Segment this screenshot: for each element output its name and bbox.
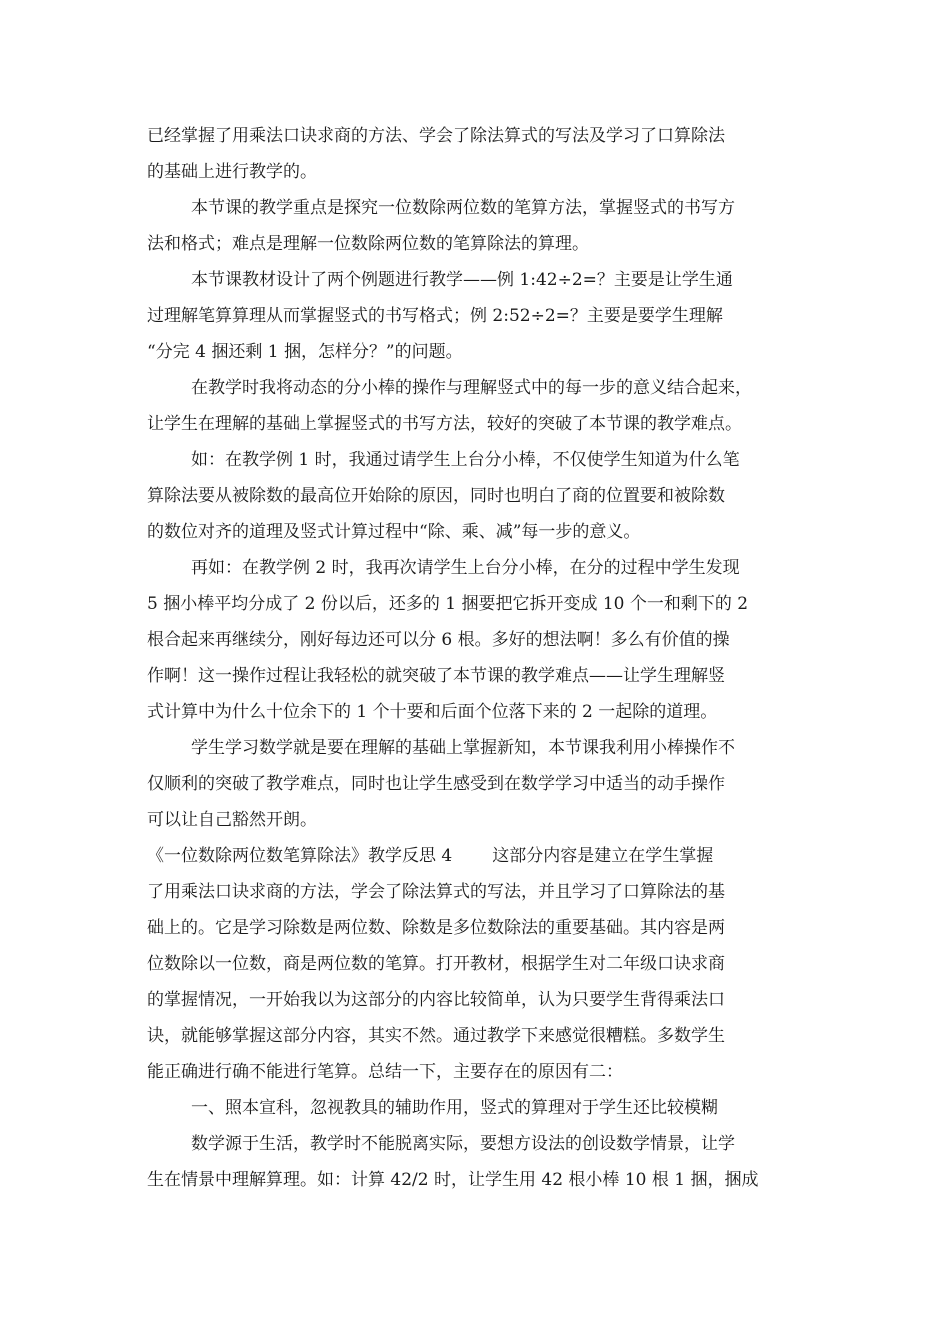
line-text: 的数位对齐的道理及竖式计算过程中“除、乘、减”每一步的意义。 <box>147 522 641 542</box>
text-line <box>147 622 807 658</box>
text-line <box>147 118 807 154</box>
line-text: 在教学时我将动态的分小棒的操作与理解竖式中的每一步的意义结合起来， <box>191 378 752 398</box>
text-line <box>147 694 807 730</box>
text-line <box>147 1018 807 1054</box>
line-text: 能正确进行确不能进行笔算。总结一下，主要存在的原因有二： <box>147 1062 623 1082</box>
line-text: 再如：在教学例 2 时，我再次请学生上台分小棒，在分的过程中学生发现 <box>191 558 740 578</box>
text-line <box>147 946 807 982</box>
line-text: 已经掌握了用乘法口诀求商的方法、学会了除法算式的写法及学习了口算除法 <box>147 126 725 146</box>
line-text: 学生学习数学就是要在理解的基础上掌握新知，本节课我利用小棒操作不 <box>191 738 735 758</box>
line-text: 数学源于生活，教学时不能脱离实际，要想方设法的创设数学情景，让学 <box>191 1134 735 1154</box>
line-text-tail: 这部分内容是建立在学生掌握 <box>492 846 714 866</box>
line-text: 过理解笔算算理从而掌握竖式的书写格式；例 2:52÷2=？主要是要学生理解 <box>147 306 723 326</box>
line-text: 根合起来再继续分，刚好每边还可以分 6 根。多好的想法啊！多么有价值的操 <box>147 630 730 650</box>
line-text: 诀，就能够掌握这部分内容，其实不然。通过教学下来感觉很糟糕。多数学生 <box>147 1026 725 1046</box>
line-text: 可以让自己豁然开朗。 <box>147 810 317 830</box>
text-line <box>147 1090 807 1126</box>
text-line <box>147 982 807 1018</box>
text-line <box>147 154 807 190</box>
line-text: 让学生在理解的基础上掌握竖式的书写方法，较好的突破了本节课的教学难点。 <box>147 414 742 434</box>
text-line <box>147 334 807 370</box>
line-text: 式计算中为什么十位余下的 1 个十要和后面个位落下来的 2 一起除的道理。 <box>147 702 718 722</box>
line-text: 算除法要从被除数的最高位开始除的原因，同时也明白了商的位置要和被除数 <box>147 486 725 506</box>
line-text: 一、照本宣科，忽视教具的辅助作用，竖式的算理对于学生还比较模糊 <box>191 1098 718 1118</box>
line-text: 法和格式；难点是理解一位数除两位数的笔算除法的算理。 <box>147 234 589 254</box>
text-line <box>147 874 807 910</box>
line-text: 础上的。它是学习除数是两位数、除数是多位数除法的重要基础。其内容是两 <box>147 918 725 938</box>
text-line <box>147 802 807 838</box>
text-line <box>147 1126 807 1162</box>
line-text: 生在情景中理解算理。如：计算 42/2 时，让学生用 42 根小棒 10 根 1 捆，捆成 <box>147 1170 759 1190</box>
section-heading-line <box>147 838 807 874</box>
text-line <box>147 586 807 622</box>
text-line <box>147 910 807 946</box>
text-line <box>147 550 807 586</box>
line-text: 的掌握情况，一开始我以为这部分的内容比较简单，认为只要学生背得乘法口 <box>147 990 725 1010</box>
line-text: 了用乘法口诀求商的方法，学会了除法算式的写法，并且学习了口算除法的基 <box>147 882 725 902</box>
line-text: “分完 4 捆还剩 1 捆，怎样分？”的问题。 <box>147 342 463 362</box>
text-line <box>147 406 807 442</box>
text-line <box>147 226 807 262</box>
line-text: 如：在教学例 1 时，我通过请学生上台分小棒，不仅使学生知道为什么笔 <box>191 450 740 470</box>
section-title: 《一位数除两位数笔算除法》教学反思 4 <box>147 846 453 866</box>
line-text: 位数除以一位数，商是两位数的笔算。打开教材，根据学生对二年级口诀求商 <box>147 954 725 974</box>
line-text: 仅顺利的突破了教学难点，同时也让学生感受到在数学学习中适当的动手操作 <box>147 774 725 794</box>
text-line <box>147 262 807 298</box>
line-text: 本节课的教学重点是探究一位数除两位数的笔算方法，掌握竖式的书写方 <box>191 198 735 218</box>
text-line <box>147 1054 807 1090</box>
text-line <box>147 478 807 514</box>
text-line <box>147 766 807 802</box>
text-line <box>147 658 807 694</box>
line-text: 5 捆小棒平均分成了 2 份以后，还多的 1 捆要把它拆开变成 10 个一和剩下的 2 <box>147 594 749 614</box>
text-line <box>147 370 807 406</box>
text-line <box>147 442 807 478</box>
line-text: 的基础上进行教学的。 <box>147 162 317 182</box>
text-line <box>147 514 807 550</box>
text-line <box>147 1162 807 1198</box>
line-text: 作啊！这一操作过程让我轻松的就突破了本节课的教学难点——让学生理解竖 <box>147 666 725 686</box>
text-line <box>147 190 807 226</box>
text-line <box>147 730 807 766</box>
line-text: 本节课教材设计了两个例题进行教学——例 1:42÷2=？主要是让学生通 <box>191 270 733 290</box>
document-body <box>147 118 807 1198</box>
text-line <box>147 298 807 334</box>
